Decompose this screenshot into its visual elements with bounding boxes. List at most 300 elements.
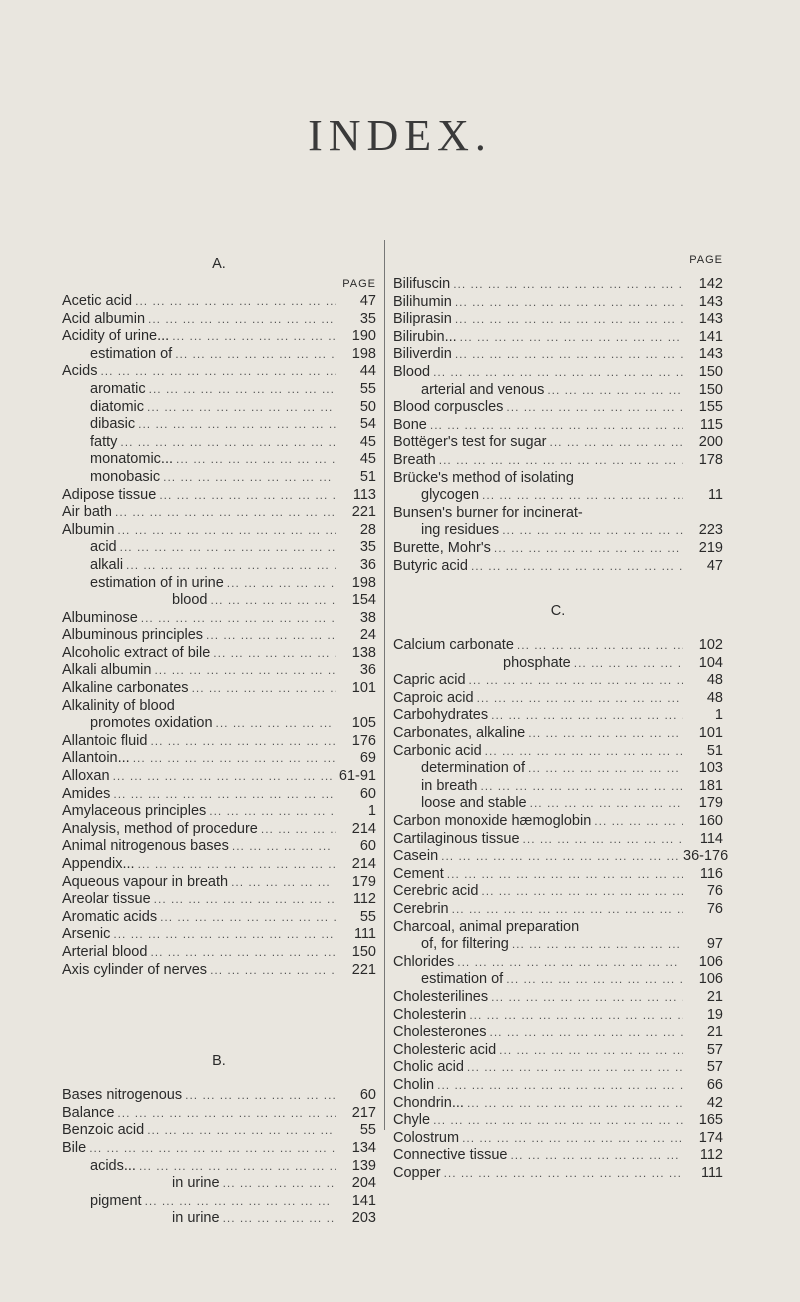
dot-leader [147, 944, 336, 962]
dot-leader [430, 1112, 683, 1130]
index-entry [393, 989, 723, 1007]
index-entry [62, 662, 376, 680]
entry-page-number: 217 [351, 1104, 376, 1121]
entry-page-number: 104 [698, 654, 723, 671]
index-entry [393, 1059, 723, 1077]
entry-page-number: 141 [351, 1192, 376, 1209]
dot-leader [203, 627, 336, 645]
entry-page-number: 176 [351, 732, 376, 749]
dot-leader [482, 743, 683, 761]
dot-leader [520, 831, 683, 849]
entry-page-number: 28 [359, 521, 376, 538]
entry-term: Connective tissue [393, 1147, 508, 1164]
entry-page-number: 190 [351, 328, 376, 345]
index-entry [393, 637, 723, 655]
index-entry [393, 954, 723, 972]
entry-page-number: 112 [352, 891, 376, 908]
entry-term: Acids [62, 363, 98, 380]
dot-leader [172, 346, 336, 364]
dot-leader [151, 662, 336, 680]
entry-term: Cerebric acid [393, 883, 479, 900]
entry-page-number: 76 [706, 883, 723, 900]
index-entry [62, 1175, 376, 1193]
dot-leader [110, 768, 336, 786]
entry-page-number: 24 [359, 627, 376, 644]
entry-page-number: 150 [351, 943, 376, 960]
index-entry [393, 399, 723, 417]
entry-term: Cholin [393, 1076, 435, 1093]
index-entry [62, 575, 376, 593]
entry-page-number: 114 [699, 830, 723, 847]
entry-term: Arsenic [62, 926, 111, 943]
dot-leader [220, 1175, 336, 1193]
dot-leader [474, 690, 683, 708]
entry-term: fatty [90, 433, 118, 450]
dot-leader [207, 962, 336, 980]
entry-term: Bases nitrogenous [62, 1087, 183, 1104]
dot-leader [136, 1158, 336, 1176]
entry-term: Adipose tissue [62, 486, 157, 503]
index-entry [393, 1042, 723, 1060]
entry-term: Bunsen's burner for incinerat- [393, 504, 583, 521]
dot-leader [457, 329, 683, 347]
index-entry [393, 1147, 723, 1165]
entry-page-number: 143 [698, 346, 723, 363]
index-entry [62, 1140, 376, 1158]
left-column [62, 252, 376, 1228]
index-entry [62, 311, 376, 329]
index-entry [62, 1210, 376, 1228]
entry-page-number: 181 [698, 777, 723, 794]
entry-term: Biliverdin [393, 346, 452, 363]
index-entry [62, 557, 376, 575]
entry-page-number: 36 [359, 556, 376, 573]
dot-leader [479, 487, 683, 505]
dot-leader [496, 1042, 683, 1060]
entry-term: Acid albumin [62, 310, 146, 327]
dot-leader [468, 558, 683, 576]
section-b-list-right [393, 276, 723, 575]
entry-page-number: 141 [698, 328, 723, 345]
index-entry [393, 311, 723, 329]
entry-term: in urine [172, 1175, 220, 1192]
entry-page-number: 55 [359, 380, 376, 397]
entry-page-number: 55 [359, 908, 376, 925]
dot-leader [123, 557, 336, 575]
index-entry [62, 469, 376, 487]
dot-leader [449, 901, 683, 919]
entry-term: Bilihumin [393, 293, 452, 310]
dot-leader [144, 1122, 336, 1140]
entry-term: promotes oxidation [90, 715, 213, 732]
index-entry [393, 522, 723, 540]
dot-leader [132, 293, 336, 311]
entry-page-number: 55 [359, 1122, 376, 1139]
right-page-header: PAGE [689, 254, 723, 266]
dot-leader [157, 909, 336, 927]
entry-term: Cement [393, 865, 444, 882]
entry-page-number: 38 [359, 609, 376, 626]
entry-page-number: 221 [351, 504, 376, 521]
entry-page-number: 134 [351, 1139, 376, 1156]
entry-term: Axis cylinder of nerves [62, 961, 208, 978]
entry-term: Burette, Mohr's [393, 539, 491, 556]
entry-page-number: 115 [699, 416, 723, 433]
index-entry [62, 856, 376, 874]
entry-term: Aqueous vapour in breath [62, 873, 229, 890]
entry-term: Blood [393, 363, 431, 380]
dot-leader [464, 1059, 683, 1077]
index-entry [393, 505, 723, 523]
entry-page-number: 69 [359, 750, 376, 767]
entry-page-number: 111 [700, 1164, 723, 1181]
dot-leader [117, 434, 336, 452]
dot-leader [189, 680, 336, 698]
dot-leader [491, 540, 683, 558]
section-a-list [62, 293, 376, 979]
dot-leader [110, 786, 336, 804]
dot-leader [114, 1105, 336, 1123]
entry-page-number [336, 698, 376, 716]
dot-leader [488, 989, 683, 1007]
entry-term: Capric acid [393, 672, 466, 689]
index-entry [393, 540, 723, 558]
section-b-heading: B. [212, 1053, 226, 1070]
entry-page-number: 198 [351, 345, 376, 362]
entry-page-number: 221 [351, 961, 376, 978]
index-entry [62, 610, 376, 628]
entry-page-number: 47 [706, 557, 723, 574]
entry-term: aromatic [90, 380, 146, 397]
index-entry [393, 707, 723, 725]
index-entry [62, 328, 376, 346]
index-entry [62, 786, 376, 804]
dot-leader [144, 399, 336, 417]
index-entry [62, 733, 376, 751]
entry-term: Chlorides [393, 953, 455, 970]
entry-term: Biliprasin [393, 311, 452, 328]
dot-leader [97, 363, 336, 381]
dot-leader [574, 470, 683, 488]
dot-leader [258, 821, 336, 839]
dot-leader [206, 803, 336, 821]
dot-leader [488, 707, 683, 725]
dot-leader [169, 328, 336, 346]
dot-leader [86, 1140, 336, 1158]
entry-term: Acidity of urine... [62, 328, 170, 345]
index-entry [62, 627, 376, 645]
entry-page-number: 76 [706, 901, 723, 917]
index-entry [393, 936, 723, 954]
entry-term: alkali [90, 556, 124, 573]
entry-term: loose and stable [421, 795, 527, 812]
index-entry [62, 1193, 376, 1211]
dot-leader [509, 936, 683, 954]
entry-page-number: 51 [359, 468, 376, 485]
entry-term: ing residues [421, 522, 500, 539]
entry-term: in breath [421, 777, 478, 794]
index-entry [62, 645, 376, 663]
index-entry [393, 760, 723, 778]
entry-term: Breath [393, 451, 436, 468]
entry-page-number: 106 [698, 953, 723, 970]
entry-term: Albuminose [62, 609, 138, 626]
entry-term: Air bath [62, 504, 112, 521]
dot-leader [579, 919, 683, 937]
index-entry [393, 672, 723, 690]
index-entry [393, 329, 723, 347]
dot-leader [525, 725, 683, 743]
dot-leader [452, 311, 683, 329]
index-entry [62, 1122, 376, 1140]
entry-page-number: 179 [698, 795, 723, 812]
dot-leader [156, 487, 336, 505]
dot-leader [477, 778, 683, 796]
dot-leader [142, 1193, 336, 1211]
dot-leader [452, 346, 683, 364]
entry-term: monobasic [90, 468, 161, 485]
entry-page-number: 47 [359, 293, 376, 309]
index-entry [62, 926, 376, 944]
index-entry [393, 655, 723, 673]
section-c-list [393, 637, 729, 1182]
entry-page-number: 154 [351, 592, 376, 609]
index-entry [62, 821, 376, 839]
dot-leader [145, 311, 336, 329]
section-a-heading: A. [212, 256, 226, 272]
index-entry [62, 1158, 376, 1176]
index-entry [62, 909, 376, 927]
entry-term: pigment [90, 1192, 142, 1209]
index-entry [62, 451, 376, 469]
index-entry [393, 434, 723, 452]
right-column [393, 252, 729, 1183]
dot-leader [466, 1007, 683, 1025]
entry-page-number: 21 [706, 988, 723, 1005]
entry-term: diatomic [90, 398, 144, 415]
index-entry [393, 919, 723, 937]
entry-term: Charcoal, animal preparation [393, 918, 580, 935]
entry-term: Cholic acid [393, 1059, 464, 1076]
entry-page-number: 60 [359, 1087, 376, 1104]
entry-term: Cerebrin [393, 901, 449, 917]
entry-term: Brücke's method of isolating [393, 469, 574, 486]
dot-leader [507, 1147, 683, 1165]
entry-term: estimation of [421, 971, 504, 988]
index-entry [62, 1105, 376, 1123]
index-entry [62, 944, 376, 962]
index-entry [393, 294, 723, 312]
entry-term: Chyle [393, 1112, 431, 1129]
entry-page-number: 219 [698, 539, 723, 556]
entry-term: of, for filtering [421, 936, 509, 953]
entry-page-number: 138 [351, 644, 376, 661]
entry-page-number: 142 [698, 276, 723, 292]
index-entry [393, 1007, 723, 1025]
dot-leader [138, 610, 336, 628]
entry-page-number: 200 [698, 434, 723, 451]
dot-leader [130, 750, 336, 768]
index-entry [393, 1112, 723, 1130]
index-entry [393, 487, 723, 505]
entry-page-number: 61-91 [338, 768, 376, 785]
entry-page-number: 21 [706, 1024, 723, 1041]
index-entry [393, 364, 723, 382]
entry-page-number: 45 [359, 433, 376, 450]
entry-term: Chondrin... [393, 1094, 464, 1111]
entry-term: Balance [62, 1104, 115, 1121]
entry-term: Arterial blood [62, 943, 148, 960]
index-entry [393, 725, 723, 743]
dot-leader [464, 1095, 683, 1113]
entry-term: glycogen [421, 487, 480, 504]
index-entry [62, 363, 376, 381]
entry-term: Blood corpuscles [393, 399, 504, 416]
entry-term: Calcium carbonate [393, 637, 514, 654]
dot-leader [525, 760, 683, 778]
entry-term: Alloxan [62, 768, 110, 785]
dot-leader [546, 434, 683, 452]
index-entry [393, 866, 723, 884]
entry-term: Cartilaginous tissue [393, 830, 520, 847]
index-entry [393, 690, 723, 708]
index-entry [393, 1024, 723, 1042]
dot-leader [146, 381, 336, 399]
index-entry [62, 293, 376, 311]
entry-page-number: 48 [706, 672, 723, 689]
entry-term: Cholesteric acid [393, 1041, 497, 1058]
index-entry [62, 381, 376, 399]
entry-page-number: 139 [351, 1157, 376, 1174]
index-entry [62, 962, 376, 980]
dot-leader [459, 1130, 683, 1148]
dot-leader [147, 733, 336, 751]
entry-term: Analysis, method of procedure [62, 820, 258, 837]
entry-page-number: 155 [698, 399, 723, 416]
dot-leader [213, 715, 336, 733]
dot-leader [436, 452, 683, 470]
entry-page-number: 150 [698, 363, 723, 380]
entry-term: Bilifuscin [393, 276, 451, 292]
entry-term: Allantoin... [62, 750, 130, 767]
dot-leader [114, 522, 336, 540]
index-entry [393, 558, 723, 576]
entry-page-number: 36 [359, 662, 376, 679]
entry-page-number: 54 [359, 416, 376, 433]
entry-page-number: 143 [698, 293, 723, 310]
entry-term: Carbonates, alkaline [393, 725, 526, 742]
entry-page-number: 204 [351, 1175, 376, 1192]
entry-term: Alkalinity of blood [62, 697, 175, 714]
entry-term: Carbon monoxide hæmoglobin [393, 813, 592, 830]
index-entry [62, 522, 376, 540]
entry-term: estimation of in urine [90, 574, 224, 591]
dot-leader [151, 891, 336, 909]
entry-page-number: 113 [352, 486, 376, 503]
entry-page-number: 97 [706, 936, 723, 953]
entry-page-number: 174 [698, 1129, 723, 1146]
dot-leader [454, 954, 683, 972]
index-entry [393, 883, 723, 901]
entry-page-number: 42 [706, 1094, 723, 1111]
index-entry [62, 487, 376, 505]
index-entry [62, 874, 376, 892]
dot-leader [571, 655, 683, 673]
left-page-header: PAGE [342, 278, 376, 290]
dot-leader [228, 874, 336, 892]
entry-page-number: 179 [351, 873, 376, 890]
index-entry [393, 417, 723, 435]
dot-leader [210, 645, 336, 663]
entry-page-number: 57 [706, 1041, 723, 1058]
index-entry [62, 891, 376, 909]
dot-leader [110, 926, 336, 944]
entry-page-number: 36-176 [683, 848, 729, 865]
entry-term: Animal nitrogenous bases [62, 838, 229, 855]
index-entry [62, 346, 376, 364]
entry-page-number: 57 [706, 1059, 723, 1076]
index-entry [393, 813, 723, 831]
entry-term: Allantoic fluid [62, 732, 148, 749]
dot-leader [175, 698, 336, 716]
dot-leader [444, 866, 683, 884]
entry-term: acids... [90, 1157, 136, 1174]
entry-term: Carbonic acid [393, 742, 482, 759]
index-entry [62, 592, 376, 610]
entry-page-number: 103 [698, 760, 723, 777]
entry-term: Colostrum [393, 1129, 460, 1146]
entry-page-number: 165 [698, 1112, 723, 1129]
section-b-list-left [62, 1087, 376, 1228]
dot-leader [117, 539, 336, 557]
dot-leader [527, 795, 683, 813]
entry-page-number: 214 [351, 856, 376, 872]
index-entry [62, 838, 376, 856]
entry-page-number: 143 [698, 311, 723, 328]
entry-page-number: 198 [351, 574, 376, 591]
entry-term: Appendix... [62, 856, 135, 872]
entry-page-number: 48 [706, 689, 723, 706]
entry-page-number: 1 [714, 707, 723, 724]
dot-leader [452, 294, 683, 312]
entry-term: Cholesterones [393, 1024, 487, 1041]
dot-leader [224, 575, 336, 593]
entry-term: determination of [421, 760, 525, 777]
entry-page-number: 106 [698, 971, 723, 988]
entry-page-number: 1 [367, 803, 376, 820]
dot-leader [503, 971, 683, 989]
index-entry [62, 416, 376, 434]
entry-page-number: 60 [359, 785, 376, 802]
entry-page-number: 203 [351, 1210, 376, 1227]
dot-leader [182, 1087, 336, 1105]
dot-leader [434, 1077, 683, 1095]
entry-page-number: 19 [706, 1006, 723, 1023]
entry-term: acid [90, 539, 117, 556]
entry-page-number: 35 [359, 310, 376, 327]
entry-page-number: 160 [698, 813, 723, 830]
entry-term: Alcoholic extract of bile [62, 644, 211, 661]
dot-leader [466, 672, 683, 690]
entry-page-number: 116 [699, 865, 723, 882]
entry-page-number: 178 [698, 451, 723, 468]
dot-leader [427, 417, 683, 435]
index-entry [62, 803, 376, 821]
entry-term: Aromatic acids [62, 908, 158, 925]
index-title: INDEX. [308, 111, 492, 160]
entry-page-number: 101 [698, 725, 723, 742]
dot-leader [112, 504, 336, 522]
